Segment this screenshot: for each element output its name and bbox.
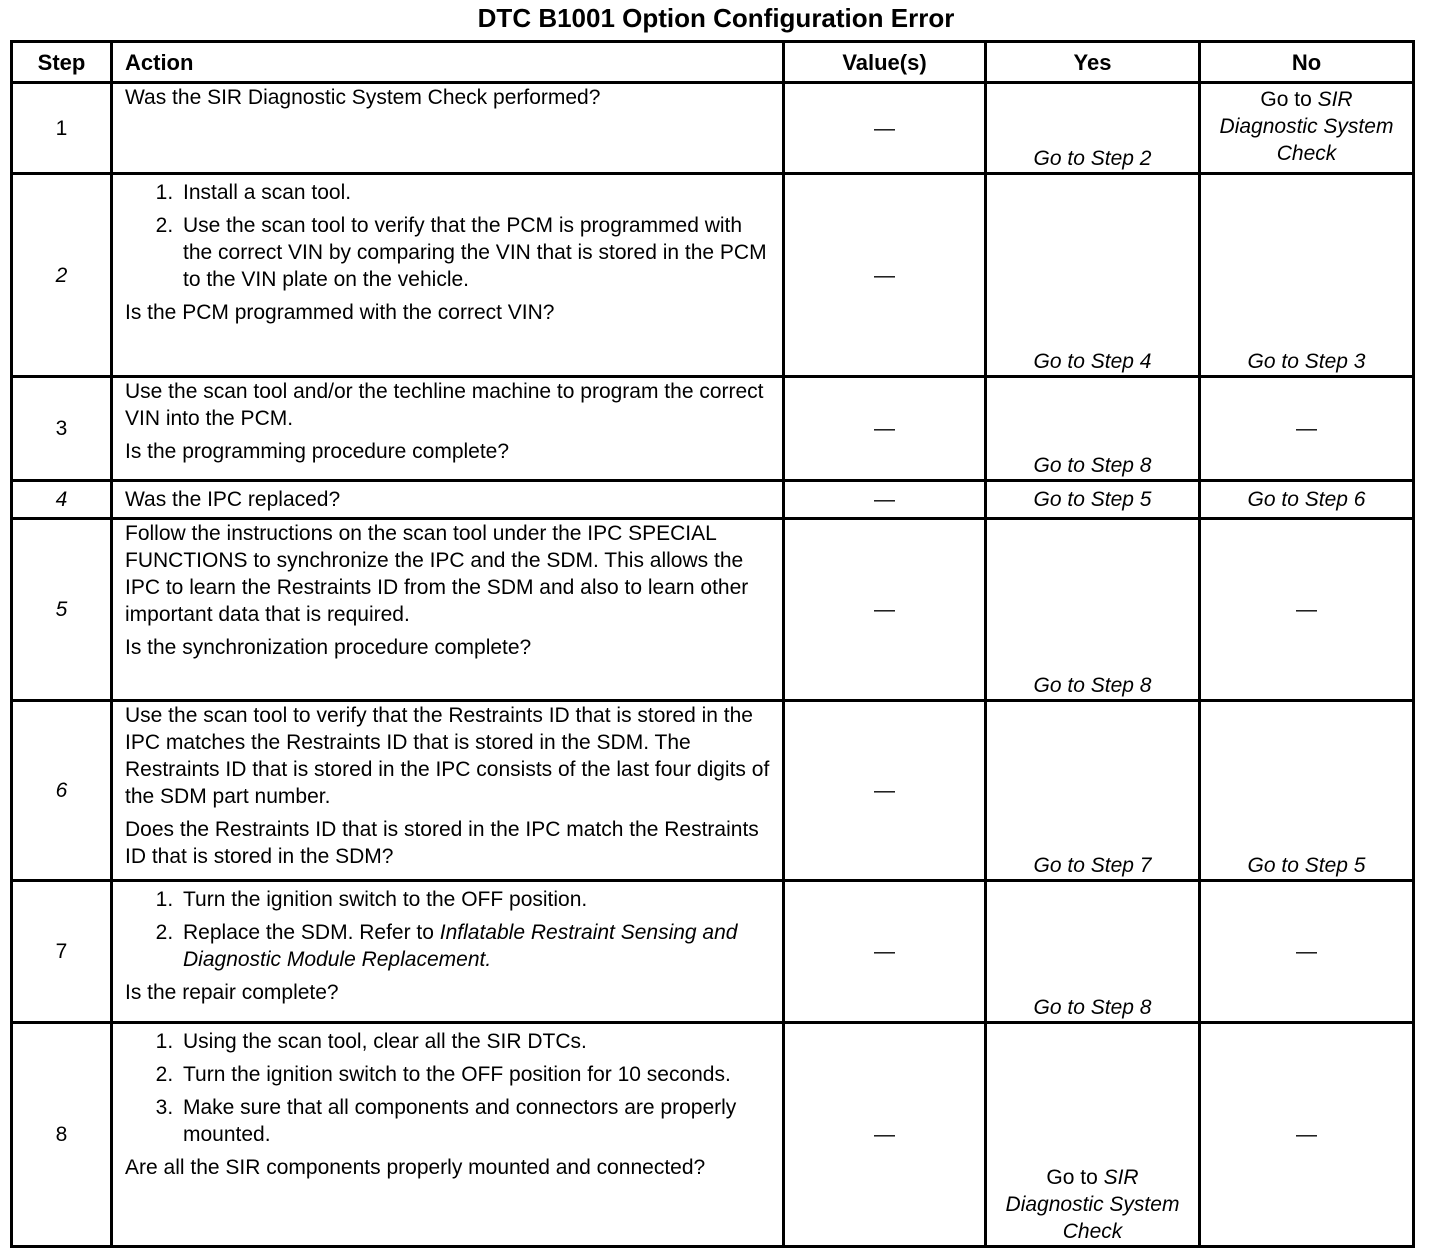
no-link: SIR Diagnostic System Check [1219,88,1394,165]
table-header-row [12,42,1414,83]
action-text: Use the scan tool and/or the techline machine to program the correct VIN into the PCM. [125,380,764,430]
instruction-prefix: Replace the SDM. Refer to [183,921,440,944]
value-cell [784,881,986,1023]
instruction-item: 1. Using the scan tool, clear all the SIR DTCs. [179,1028,770,1055]
step-number: 3 [12,377,112,481]
yes-cell: Go to Step 8 [986,881,1200,1023]
action-question: Is the PCM programmed with the correct VIN? [125,301,555,324]
no-dash: — [1296,940,1317,963]
value-dash: — [874,116,895,140]
action-question: Is the programming procedure complete? [125,440,510,463]
yes-cell: Go to Step 7 [986,701,1200,881]
no-dash: — [1296,1123,1317,1146]
action-cell [112,701,784,881]
value-dash: — [874,417,895,440]
yes-cell: Go to Step 4 [986,174,1200,377]
action-cell [112,881,784,1023]
value-cell [784,519,986,701]
step-number: 2 [12,174,112,377]
no-cell [1200,83,1414,174]
yes-prefix: Go to [1046,1166,1104,1189]
header-action: Action [112,42,784,83]
instruction-item [179,919,770,973]
action-question: Does the Restraints ID that is stored in the IPC match the Restraints ID that is stored in the SDM? [125,818,759,868]
no-cell: Go to Step 6 [1200,481,1414,519]
table-row [12,881,1414,1023]
action-question: Is the synchronization procedure complete? [125,636,532,659]
table-row [12,519,1414,701]
action-question: Are all the SIR components properly mounted and connected? [125,1156,706,1179]
header-yes: Yes [986,42,1200,83]
step-number: 5 [12,519,112,701]
action-text: Follow the instructions on the scan tool under the IPC SPECIAL FUNCTIONS to synchronize the IPC and the SDM. This allows the IPC to learn the Restraints ID from the SDM and also to learn other important data that is required. [125,522,749,626]
table-row [12,377,1414,481]
instruction-list [125,1028,770,1148]
step-number: 1 [12,83,112,174]
instruction-list [125,179,770,293]
value-dash: — [874,940,895,963]
no-dash: — [1296,417,1317,440]
instruction-item: 3. Make sure that all components and connectors are properly mounted. [179,1094,770,1148]
action-question: Is the repair complete? [125,981,339,1004]
header-step: Step [12,42,112,83]
step-number: 4 [12,481,112,519]
table-row [12,701,1414,881]
table-row [12,481,1414,519]
header-values: Value(s) [784,42,986,83]
action-cell [112,83,784,174]
action-question: Was the SIR Diagnostic System Check performed? [125,86,601,109]
instruction-item: 1. Install a scan tool. [179,179,770,206]
value-cell [784,1023,986,1247]
header-no: No [1200,42,1414,83]
value-cell [784,701,986,881]
value-dash: — [874,488,895,511]
action-cell [112,174,784,377]
no-cell [1200,519,1414,701]
action-cell [112,519,784,701]
action-text: Use the scan tool to verify that the Restraints ID that is stored in the IPC matches the Restraints ID that is stored in the SDM. The Restraints ID that is stored in the IPC consists of the last four digits of the SDM part number. [125,704,770,808]
value-cell [784,377,986,481]
step-number: 7 [12,881,112,1023]
value-cell [784,83,986,174]
no-cell: Go to Step 5 [1200,701,1414,881]
no-dash: — [1296,598,1317,621]
table-row [12,174,1414,377]
action-cell [112,1023,784,1247]
action-cell [112,377,784,481]
value-cell [784,481,986,519]
page-title: DTC B1001 Option Configuration Error [477,3,955,33]
yes-cell: Go to Step 5 [986,481,1200,519]
no-cell [1200,881,1414,1023]
yes-cell: Go to Step 8 [986,377,1200,481]
no-prefix: Go to [1260,88,1318,111]
value-dash: — [874,779,895,802]
table-row [12,1023,1414,1247]
step-number: 6 [12,701,112,881]
value-dash: — [874,263,895,287]
action-question: Was the IPC replaced? [125,488,341,511]
yes-link: SIR Diagnostic System Check [1005,1166,1180,1243]
instruction-item: 2. Turn the ignition switch to the OFF position for 10 seconds. [179,1061,770,1088]
yes-cell: Go to Step 2 [986,83,1200,174]
instruction-item: 2. Use the scan tool to verify that the PCM is programmed with the correct VIN by comparing the VIN that is stored in the PCM to the VIN plate on the vehicle. [179,212,770,293]
no-cell [1200,1023,1414,1247]
value-dash: — [874,598,895,621]
action-cell [112,481,784,519]
value-dash: — [874,1123,895,1146]
procedure-reference: Inflatable Restraint Sensing and Diagnostic Module Replacement. [183,921,738,971]
no-cell [1200,377,1414,481]
diagnostic-table [10,40,1415,1248]
instruction-list [125,886,770,973]
yes-cell [986,1023,1200,1247]
no-cell: Go to Step 3 [1200,174,1414,377]
value-cell [784,174,986,377]
step-number: 8 [12,1023,112,1247]
instruction-item: 1. Turn the ignition switch to the OFF position. [179,886,770,913]
table-row [12,83,1414,174]
yes-cell: Go to Step 8 [986,519,1200,701]
